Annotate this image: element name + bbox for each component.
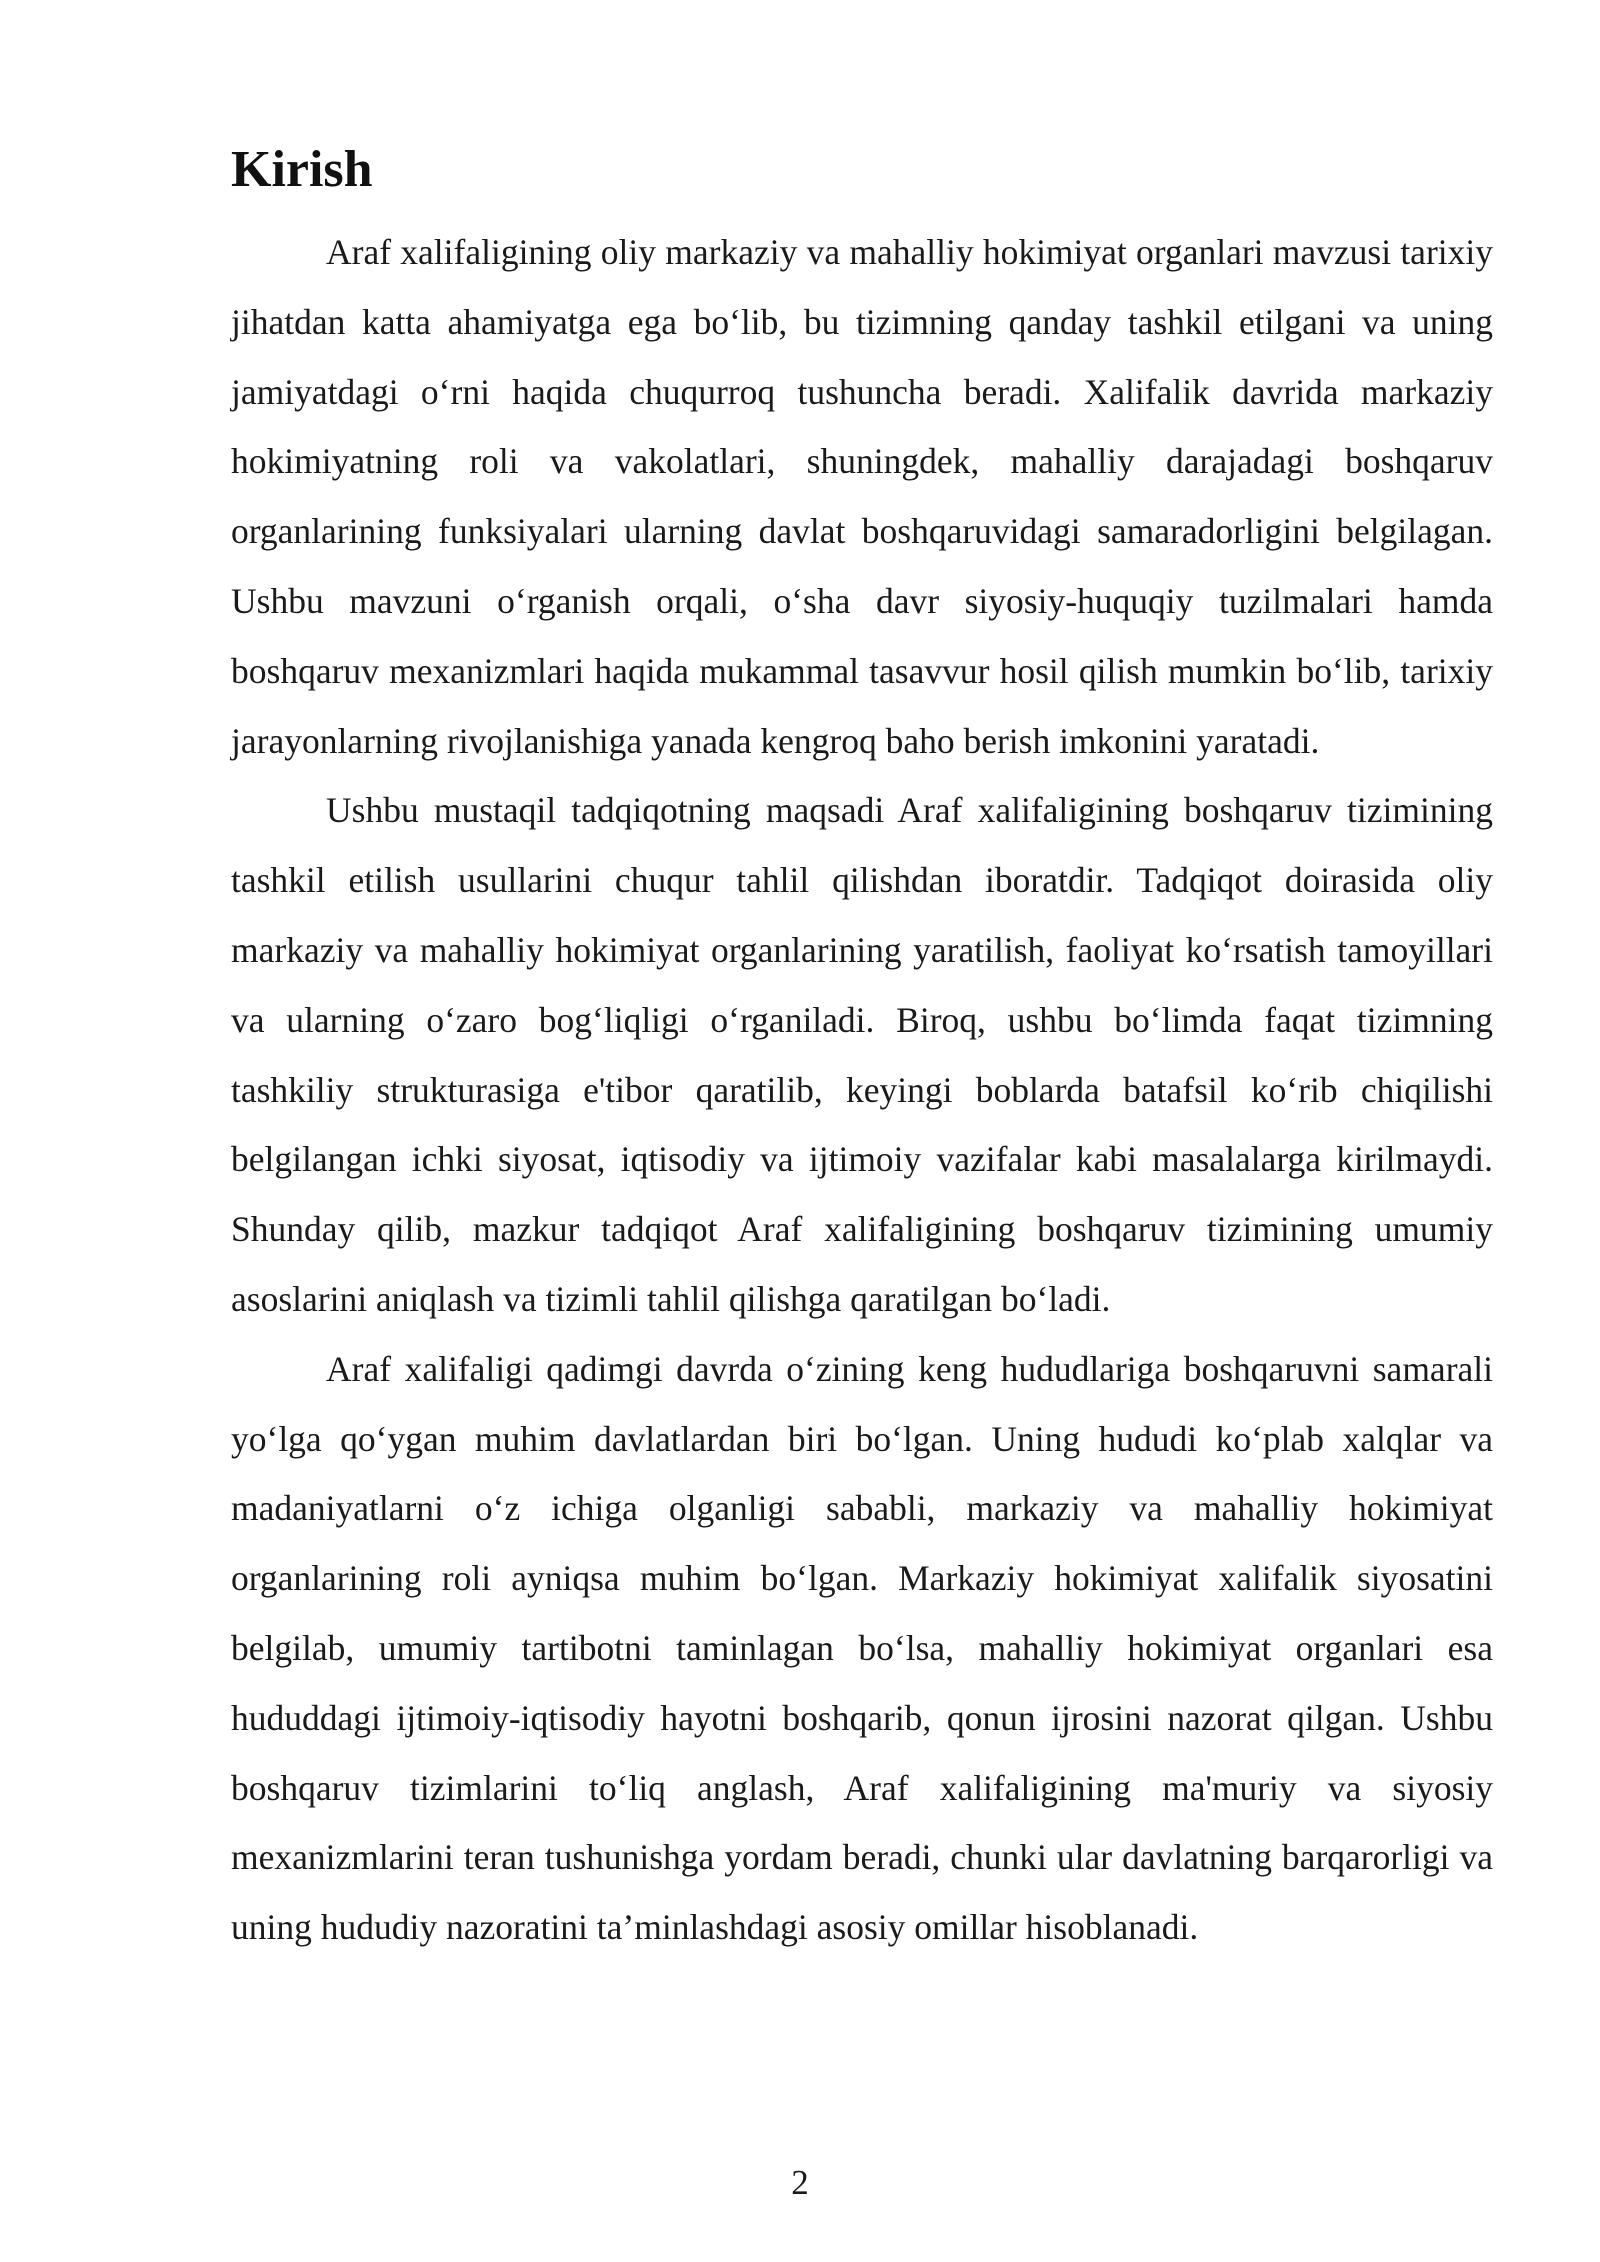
page-content xyxy=(231,140,1493,1963)
page-number: 2 xyxy=(791,2163,809,2202)
paragraph-1: Araf xalifaligining oliy markaziy va mahalliy hokimiyat organlari mavzusi tarixiy jihatdan katta ahamiyatga ega bo‘lib, bu tizimning qanday tashkil etilgani va uning jamiyatdagi o‘rni haqida chuqurroq tushuncha beradi. Xalifalik davrida markaziy hokimiyatning roli va vakolatlari, shuningdek, mahalliy darajadagi boshqaruv organlarining funksiyalari ularning davlat boshqaruvidagi samaradorligini belgilagan. Ushbu mavzuni o‘rganish orqali, o‘sha davr siyosiy-huquqiy tuzilmalari hamda boshqaruv mexanizmlari haqida mukammal tasavvur hosil qilish mumkin bo‘lib, tarixiy jarayonlarning rivojlanishiga yanada kengroq baho berish imkonini yaratadi. xyxy=(231,232,1493,761)
paragraph-3: Araf xalifaligi qadimgi davrda o‘zining keng hududlariga boshqaruvni samarali yo‘lga qo‘ygan muhim davlatlardan biri bo‘lgan. Uning hududi ko‘plab xalqlar va madaniyatlarni o‘z ichiga olganligi sababli, markaziy va mahalliy hokimiyat organlarining roli ayniqsa muhim bo‘lgan. Markaziy hokimiyat xalifalik siyosatini belgilab, umumiy tartibotni taminlagan bo‘lsa, mahalliy hokimiyat organlari esa hududdagi ijtimoiy-iqtisodiy hayotni boshqarib, qonun ijrosini nazorat qilgan. Ushbu boshqaruv tizimlarini to‘liq anglash, Araf xalifaligining ma'muriy va siyosiy mexanizmlarini teran tushunishga yordam beradi, chunki ular davlatning barqarorligi va uning hududiy nazoratini ta’minlashdagi asosiy omillar hisoblanadi. xyxy=(231,1348,1493,1948)
paragraph-2: Ushbu mustaqil tadqiqotning maqsadi Araf xalifaligining boshqaruv tizimining tashkil etilish usullarini chuqur tahlil qilishdan iboratdir. Tadqiqot doirasida oliy markaziy va mahalliy hokimiyat organlarining yaratilish, faoliyat ko‘rsatish tamoyillari va ularning o‘zaro bog‘liqligi o‘rganiladi. Biroq, ushbu bo‘limda faqat tizimning tashkiliy strukturasiga e'tibor qaratilib, keyingi boblarda batafsil ko‘rib chiqilishi belgilangan ichki siyosat, iqtisodiy va ijtimoiy vazifalar kabi masalalarga kirilmaydi. Shunday qilib, mazkur tadqiqot Araf xalifaligining boshqaruv tizimining umumiy asoslarini aniqlash va tizimli tahlil qilishga qaratilgan bo‘ladi. xyxy=(231,790,1493,1319)
section-heading: Kirish xyxy=(231,141,373,198)
